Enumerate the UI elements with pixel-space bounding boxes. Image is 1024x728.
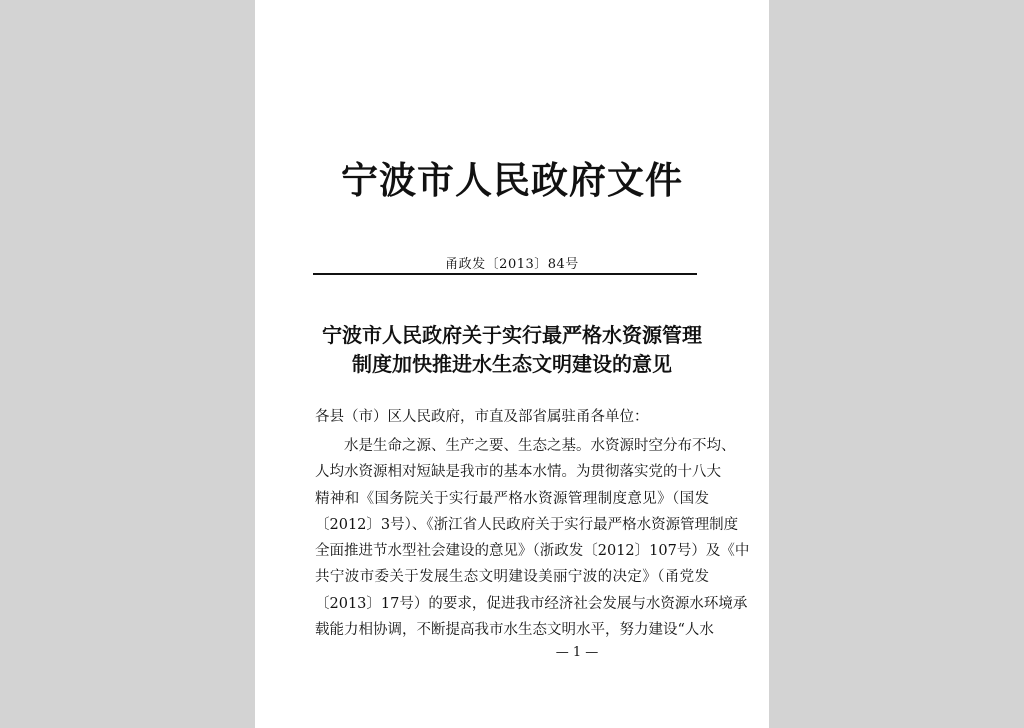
- body-line: 精神和《国务院关于实行最严格水资源管理制度意见》（国发: [315, 490, 709, 507]
- body-line: 全面推进节水型社会建设的意见》（浙政发〔2012〕107号）及《中: [315, 543, 750, 560]
- body-line: 人均水资源相对短缺是我市的基本水情。为贯彻落实党的十八大: [315, 464, 721, 481]
- body-line: 共宁波市委关于发展生态文明建设美丽宁波的决定》（甬党发: [315, 569, 709, 586]
- body-line: 载能力相协调，不断提高我市水生态文明水平，努力建设“人水: [315, 622, 714, 639]
- document-title: [295, 321, 729, 379]
- body-paragraph: [315, 433, 750, 643]
- document-number: 甬政发〔2013〕84号: [445, 257, 579, 272]
- page-number: — 1 —: [555, 645, 599, 660]
- header-rule: [313, 273, 697, 275]
- title-line: 宁波市人民政府关于实行最严格水资源管理: [322, 323, 702, 347]
- document-page: [255, 0, 769, 728]
- body-line: 水是生命之源、生产之要、生态之基。水资源时空分布不均、: [344, 438, 736, 454]
- body-line: 〔2013〕17号）的要求，促进我市经济社会发展与水资源水环境承: [315, 595, 748, 612]
- body-line: 〔2012〕3号）、《浙江省人民政府关于实行最严格水资源管理制度: [315, 516, 739, 533]
- page-number-footer: [255, 644, 769, 662]
- title-line: 制度加快推进水生态文明建设的意见: [352, 352, 672, 376]
- salutation: 各县（市）区人民政府，市直及部省属驻甬各单位：: [315, 409, 649, 425]
- document-header: 宁波市人民政府文件: [341, 158, 683, 202]
